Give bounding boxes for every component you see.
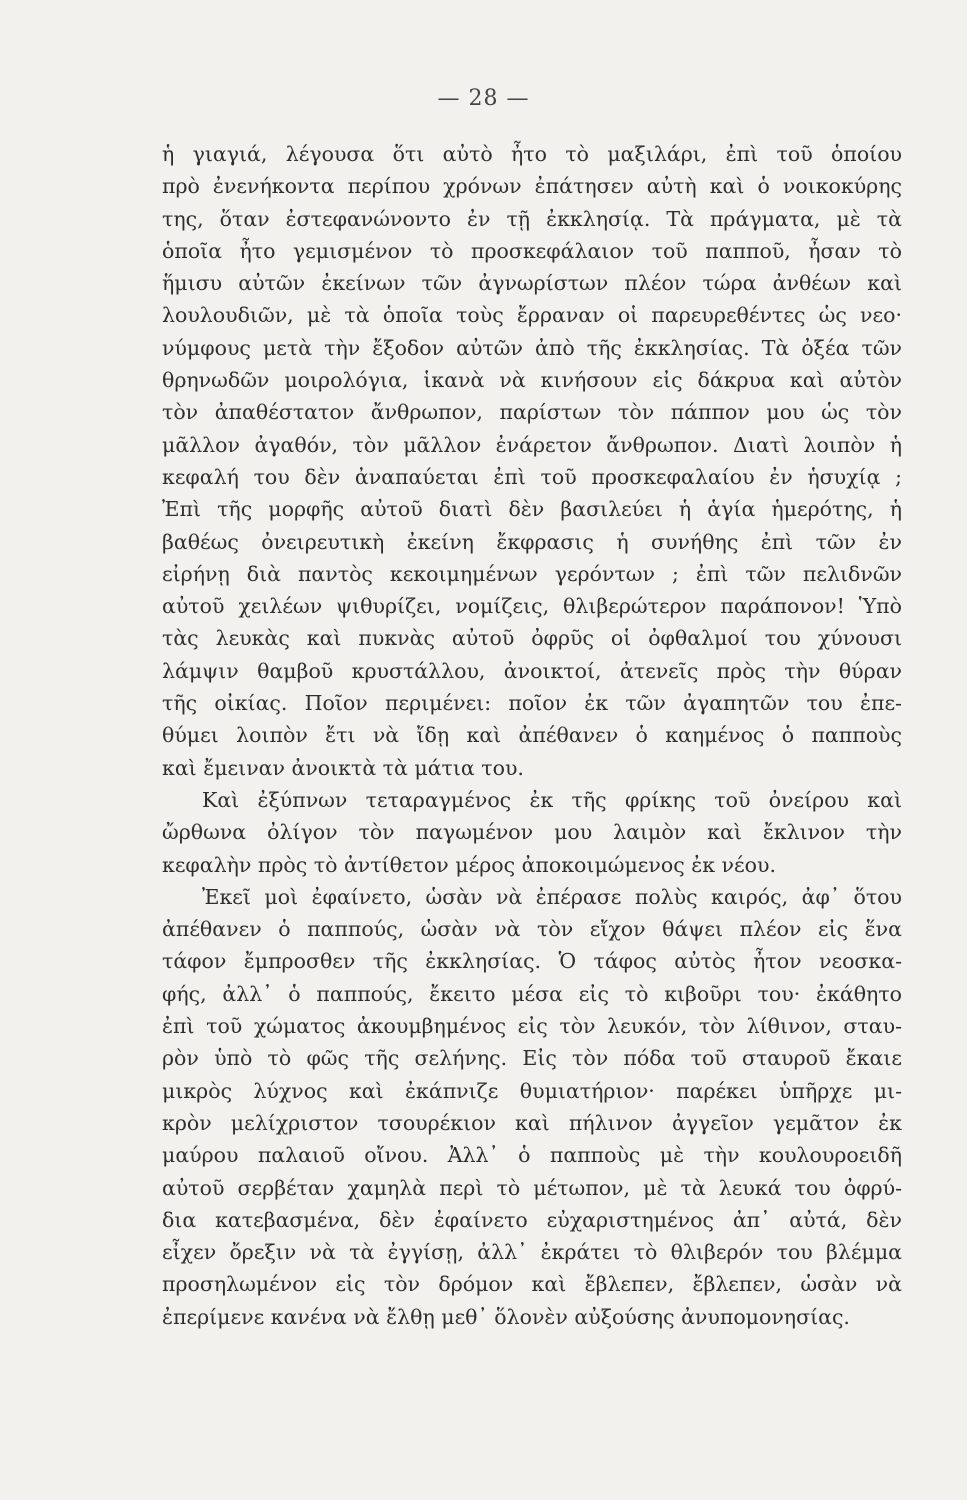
text-line: κρὸν μελίχριστον τσουρέκιον καὶ πήλινον ἀγγεῖον γεμᾶτον ἐκ — [162, 1110, 902, 1135]
text-line: αὐτοῦ σερβέταν χαμηλὰ περὶ τὸ μέτωπον, μὲ τὰ λευκά του ὀφρύ- — [162, 1175, 902, 1200]
text-line: ρὸν ὑπὸ τὸ φῶς τῆς σελήνης. Εἰς τὸν πόδα τοῦ σταυροῦ ἔκαιε — [162, 1046, 902, 1071]
text-line: τάφον ἔμπροσθεν τῆς ἐκκλησίας. Ὁ τάφος αὐτὸς ἦτον νεοσκα- — [162, 949, 902, 974]
paragraph-first-line: Ἐκεῖ μοὶ ἐφαίνετο, ὡσὰν νὰ ἐπέρασε πολὺς καιρός, ἀφ᾿ ὅτου — [202, 884, 902, 909]
body-text — [162, 138, 902, 1333]
text-line: ἀπέθανεν ὁ παππούς, ὡσὰν νὰ τὸν εἴχον θάψει πλέον εἰς ἕνα — [162, 917, 902, 942]
text-line: μικρὸς λύχνος καὶ ἐκάπνιζε θυμιατήριον· παρέκει ὑπῆρχε μι- — [162, 1078, 902, 1103]
text-line: μᾶλλον ἀγαθόν, τὸν μᾶλλον ἐνάρετον ἄνθρωπον. Διατὶ λοιπὸν ἡ — [162, 432, 902, 457]
text-line: προσηλωμένον εἰς τὸν δρόμον καὶ ἔβλεπεν, ἔβλεπεν, ὡσὰν νὰ — [162, 1272, 902, 1297]
text-line: πρὸ ἐνενήκοντα περίπου χρόνων ἐπάτησεν αὐτὴ καὶ ὁ νοικοκύρης — [162, 174, 902, 199]
text-line: της, ὅταν ἐστεφανώνοντο ἐν τῇ ἐκκλησίᾳ. Τὰ πράγματα, μὲ τὰ — [162, 206, 902, 231]
text-line: λάμψιν θαμβοῦ κρυστάλλου, ἀνοικτοί, ἀτενεῖς πρὸς τὴν θύραν — [162, 658, 902, 683]
text-line: θύμει λοιπὸν ἔτι νὰ ἴδῃ καὶ ἀπέθανεν ὁ καημένος ὁ παπποὺς — [162, 723, 902, 748]
text-line: νύμφους μετὰ τὴν ἔξοδον αὐτῶν ἀπὸ τῆς ἐκκλησίας. Τὰ ὀξέα τῶν — [162, 335, 902, 360]
text-line: ἡ γιαγιά, λέγουσα ὅτι αὐτὸ ἦτο τὸ μαξιλάρι, ἐπὶ τοῦ ὁποίου — [162, 142, 902, 166]
text-line: τὸν ἀπαθέστατον ἄνθρωπον, παρίστων τὸν πάππον μου ὡς τὸν — [162, 400, 902, 425]
page-number: — 28 — — [437, 86, 530, 111]
text-line: ὤρθωνα ὀλίγον τὸν παγωμένον μου λαιμὸν καὶ ἔκλινον τὴν — [162, 820, 902, 845]
text-line: αὐτοῦ χειλέων ψιθυρίζει, νομίζεις, θλιβερώτερον παράπονον! Ὑπὸ — [162, 594, 902, 619]
text-line: ἥμισυ αὐτῶν ἐκείνων τῶν ἀγνωρίστων πλέον τώρα ἀνθέων καὶ — [162, 271, 902, 296]
text-line: δια κατεβασμένα, δὲν ἐφαίνετο εὐχαριστημένος ἀπ᾿ αὐτά, δὲν — [162, 1207, 902, 1232]
text-line: βαθέως ὀνειρευτικὴ ἐκείνη ἔκφρασις ἡ συνήθης ἐπὶ τῶν ἐν — [162, 529, 902, 554]
text-line: τῆς οἰκίας. Ποῖον περιμένει: ποῖον ἐκ τῶν ἀγαπητῶν του ἐπε- — [162, 691, 902, 716]
text-line: εἶχεν ὄρεξιν νὰ τὰ ἐγγίσῃ, ἀλλ᾿ ἐκράτει τὸ θλιβερόν του βλέμμα — [162, 1240, 902, 1265]
paragraph-first-line: Καὶ ἐξύπνων τεταραγμένος ἐκ τῆς φρίκης τοῦ ὀνείρου καὶ — [202, 787, 902, 812]
text-line: ἐπερίμενε κανένα νὰ ἔλθῃ μεθ᾿ ὅλονὲν αὐξούσης ἀνυπομονησίας. — [162, 1304, 850, 1329]
text-line: λουλουδιῶν, μὲ τὰ ὁποῖα τοὺς ἔρραναν οἱ παρευρεθέντες ὡς νεο· — [162, 303, 902, 328]
text-line: θρηνωδῶν μοιρολόγια, ἱκανὰ νὰ κινήσουν εἰς δάκρυα καὶ αὐτὸν — [162, 368, 902, 393]
text-line: φής, ἀλλ᾿ ὁ παππούς, ἔκειτο μέσα εἰς τὸ κιβοῦρι του· ἐκάθητο — [162, 981, 902, 1006]
text-line: Ἐπὶ τῆς μορφῆς αὐτοῦ διατὶ δὲν βασιλεύει ἡ ἁγία ἡμερότης, ἡ — [162, 497, 902, 522]
text-line: τὰς λευκὰς καὶ πυκνὰς αὐτοῦ ὀφρῦς οἱ ὀφθαλμοί του χύνουσι — [162, 626, 902, 651]
text-line: ὁποῖα ἦτο γεμισμένον τὸ προσκεφάλαιον τοῦ παπποῦ, ἦσαν τὸ — [162, 238, 902, 263]
text-line: εἰρήνῃ διὰ παντὸς κεκοιμημένων γερόντων ; ἐπὶ τῶν πελιδνῶν — [162, 561, 902, 586]
text-line: καὶ ἔμειναν ἀνοικτὰ τὰ μάτια του. — [162, 755, 524, 780]
text-line: μαύρου παλαιοῦ οἴνου. Ἀλλ᾿ ὁ παπποὺς μὲ τὴν κουλουροειδῆ — [162, 1143, 902, 1168]
text-line: ἐπὶ τοῦ χώματος ἀκουμβημένος εἰς τὸν λευκόν, τὸν λίθινον, σταυ- — [162, 1014, 902, 1039]
text-line: κεφαλή του δὲν ἀναπαύεται ἐπὶ τοῦ προσκεφαλαίου ἐν ἡσυχίᾳ ; — [162, 464, 902, 489]
text-line: κεφαλὴν πρὸς τὸ ἀντίθετον μέρος ἀποκοιμώμενος ἐκ νέου. — [162, 852, 776, 877]
